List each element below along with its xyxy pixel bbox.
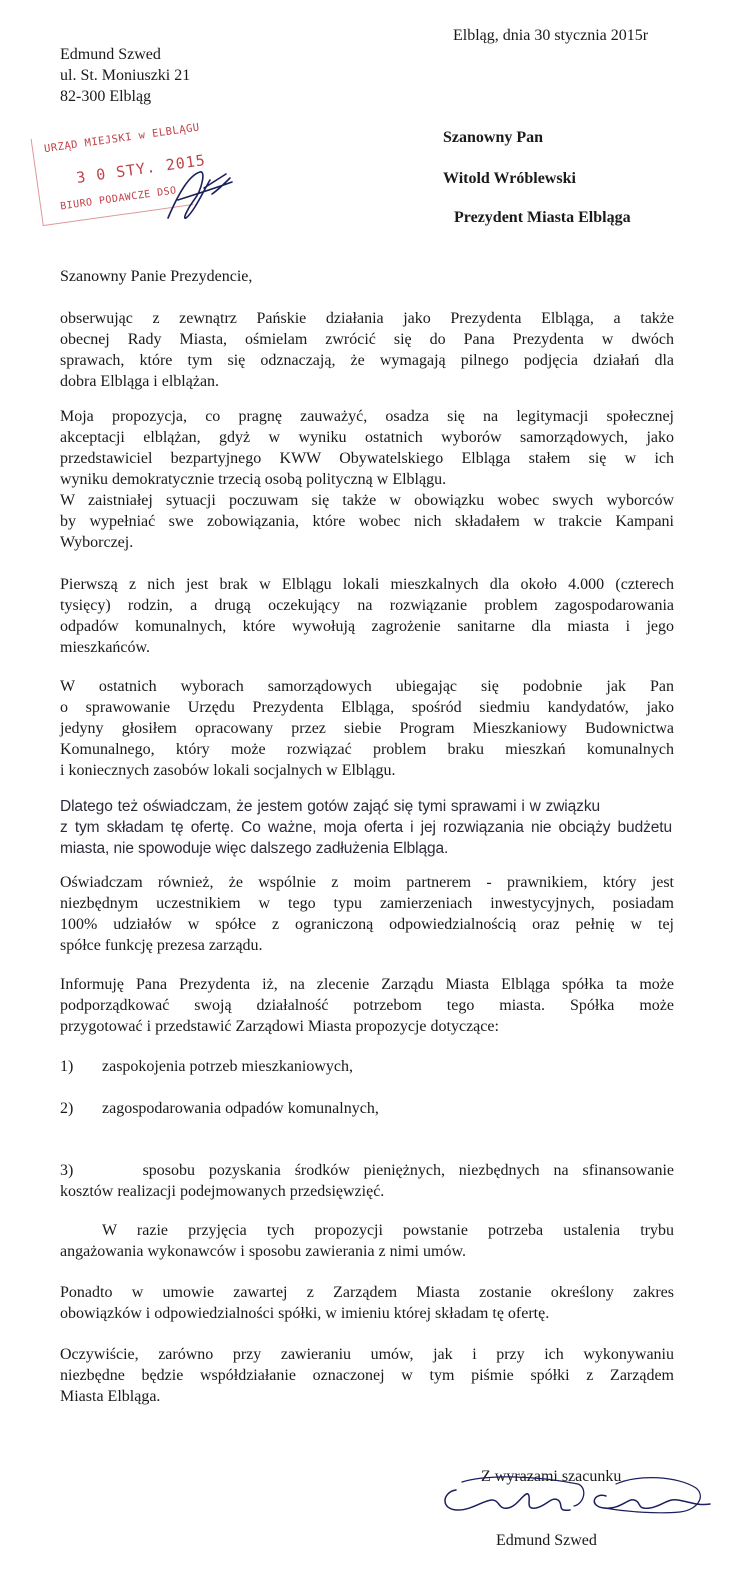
paragraph-line: Dlatego też oświadczam, że jestem gotów zająć się tymi sprawami i w związku [60,798,600,815]
paragraph-line: miasta, nie spowoduje więc dalszego zadłużenia Elbląga. [60,840,449,857]
paragraph-line: Moja propozycja, co pragnę zauważyć, osadza się na legitymacji społecznej [60,408,674,425]
paragraph-line: Pierwszą z nich jest brak w Elblągu lokali mieszkalnych dla około 4.000 (czterech [60,576,674,593]
closing-regards: Z wyrazami szacunku [481,1468,622,1485]
recipient-name: Witold Wróblewski [443,170,576,187]
paragraph-line: obecnej Rady Miasta, ośmielam zwrócić się do Pana Prezydenta w dwóch [60,331,674,348]
paragraph-line: z tym składam tę ofertę. Co ważne, moja oferta i jej rozwiązania nie obciąży budżetu [60,819,672,836]
paragraph-line: Informuję Pana Prezydenta iż, na zlecenie Zarządu Miasta Elbląga spółka ta może [60,976,674,993]
list-number: 2) [60,1100,74,1117]
paragraph-5 [60,796,672,859]
handwritten-signature [428,1470,718,1530]
paragraph-4 [60,676,674,781]
list-text-continuation: kosztów realizacji podejmowanych przedsięwzięć. [60,1183,385,1200]
sender-city: 82-300 Elbląg [60,88,152,105]
paragraph-line: dobra Elbląga i elblążan. [60,373,220,390]
paragraph-line: W razie przyjęcia tych propozycji powstanie potrzeba ustalenia trybu [102,1222,674,1239]
paragraph-line: sprawach, które tym się odznaczają, że wymagają pilnego podjęcia działań dla [60,352,674,369]
letter-date: Elbląg, dnia 30 stycznia 2015r [453,27,649,44]
paragraph-line: W zaistniałej sytuacji poczuwam się także w obowiązku wobec swych wyborców [60,492,674,509]
list-text: zagospodarowania odpadów komunalnych, [102,1100,379,1117]
closing-paragraph-3 [60,1344,674,1407]
salutation: Szanowny Panie Prezydencie, [60,268,253,285]
stamp-initials-signature [160,160,235,230]
paragraph-line: przygotować i przedstawić Zarządowi Miasta propozycje dotyczące: [60,1018,499,1035]
paragraph-line: odpadów komunalnych, które wywołują zagrożenie sanitarne dla miasta i jego [60,618,674,635]
list-text [60,1160,674,1181]
recipient-title: Prezydent Miasta Elbląga [454,209,631,226]
paragraph-line: jedyny głosiłem opracowany przez siebie Program Mieszkaniowy Budownictwa [60,720,674,737]
closing-paragraph-1 [60,1220,674,1262]
paragraph-line: podporządkować swoją działalność potrzebom tego miasta. Spółka może [60,997,674,1014]
paragraph-line: angażowania wykonawców i sposobu zawierania z nimi umów. [60,1243,466,1260]
closing-paragraph-2 [60,1282,674,1324]
paragraph-7 [60,974,674,1037]
sender-name: Edmund Szwed [60,46,161,63]
paragraph-line: Miasta Elbląga. [60,1388,161,1405]
paragraph-line: niezbędne będzie współdziałanie oznaczonej w tym piśmie spółki z Zarządem [60,1367,674,1384]
recipient-salutation: Szanowny Pan [443,129,544,146]
paragraph-line: W ostatnich wyborach samorządowych ubiegając się podobnie jak Pan [60,678,674,695]
stamp-date: 3 0 STY. 2015 [75,150,207,187]
paragraph-line: obowiązków i odpowiedzialności spółki, w imieniu której składam tę ofertę. [60,1305,550,1322]
paragraph-line: Komunalnego, który może rozwiązać problem braku mieszkań komunalnych [60,741,674,758]
paragraph-2 [60,406,674,553]
stamp-office: URZĄD MIEJSKI w ELBLĄGU [43,121,201,156]
sender-address [60,44,190,107]
paragraph-line: mieszkańców. [60,639,151,656]
list-item [60,1098,379,1119]
paragraph-line: o sprawowanie Urzędu Prezydenta Elbląga, spośród siedmiu kandydatów, jako [60,699,674,716]
paragraph-line: by wypełniać swe zobowiązania, które wobec nich składałem w trakcie Kampani [60,513,674,530]
paragraph-line: obserwując z zewnątrz Pańskie działania jako Prezydenta Elbląga, a także [60,310,674,327]
stamp-department: BIURO PODAWCZE DSO [59,185,178,213]
paragraph-line: przedstawiciel bezpartyjnego KWW Obywatelskiego Elbląga stałem się w ich [60,450,674,467]
paragraph-line: i koniecznych zasobów lokali socjalnych w Elblągu. [60,762,396,779]
list-text-part: sposobu pozyskania środków pieniężnych, niezbędnych na sfinansowanie [142,1162,674,1179]
list-text: zaspokojenia potrzeb mieszkaniowych, [102,1058,354,1075]
list-number: 3) [60,1162,74,1179]
paragraph-line: spółce funkcję prezesa zarządu. [60,937,263,954]
signature-name: Edmund Szwed [496,1532,597,1549]
list-item [60,1160,674,1202]
paragraph-6 [60,872,674,956]
paragraph-line: akceptacji elblążan, gdyż w wyniku ostatnich wyborów samorządowych, jako [60,429,674,446]
paragraph-line: tysięcy) rodzin, a drugą oczekujący na rozwiązanie problem zagospodarowania [60,597,674,614]
sender-street: ul. St. Moniuszki 21 [60,67,191,84]
paragraph-line: Ponadto w umowie zawartej z Zarządem Miasta zostanie określony zakres [60,1284,674,1301]
list-number: 1) [60,1058,74,1075]
paragraph-3 [60,574,674,658]
paragraph-1 [60,308,674,392]
paragraph-line: Oczywiście, zarówno przy zawieraniu umów, jak i przy ich wykonywaniu [60,1346,674,1363]
list-item [60,1056,353,1077]
paragraph-line: niezbędnym uczestnikiem w tego typu zamierzeniach inwestycyjnych, posiadam [60,895,674,912]
paragraph-line: Wyborczej. [60,534,134,551]
paragraph-line: 100% udziałów w spółce z ograniczoną odpowiedzialnością oraz pełnię w tej [60,916,674,933]
paragraph-line: Oświadczam również, że wspólnie z moim partnerem - prawnikiem, który jest [60,874,674,891]
paragraph-line: wyniku demokratycznie trzecią osobą polityczną w Elblągu. [60,471,447,488]
